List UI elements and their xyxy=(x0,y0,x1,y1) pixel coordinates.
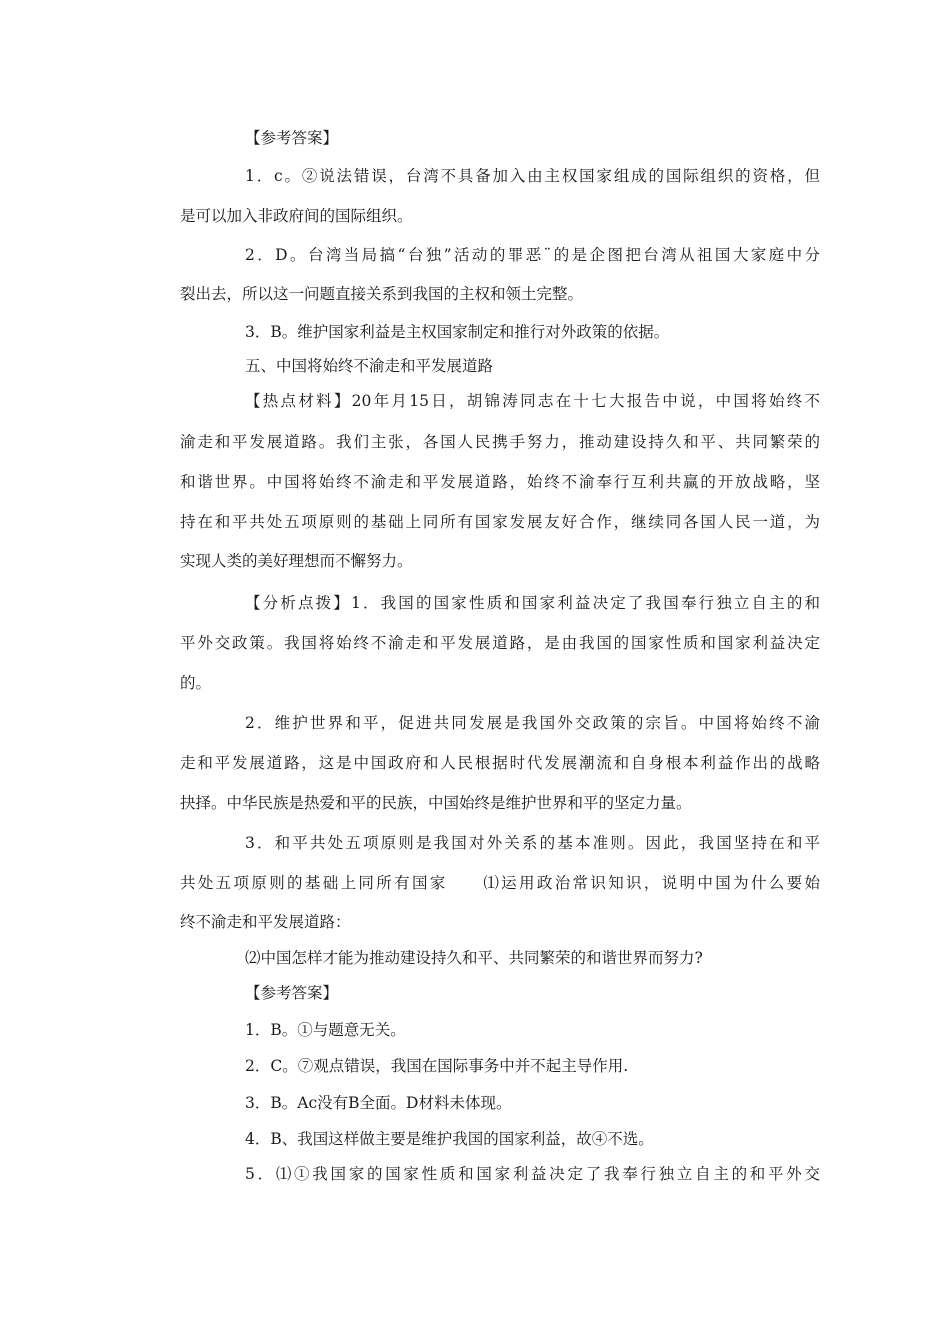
question-line: ⑵中国怎样才能为推动建设持久和平、共同繁荣的和谐世界而努力? xyxy=(245,949,703,967)
paragraph-line: 【分析点拨】1．我国的国家性质和国家利益决定了我国奉行独立自主的和 xyxy=(245,594,820,612)
paragraph-line: 是可以加入非政府间的国际组织。 xyxy=(180,207,413,225)
answer-heading-2: 【参考答案】 xyxy=(245,984,339,1002)
paragraph-line: 2．D。台湾当局搞“台独”活动的罪恶¨的是企图把台湾从祖国大家庭中分 xyxy=(245,246,820,264)
answer-line: 1．B。①与题意无关。 xyxy=(245,1021,406,1039)
paragraph-line: 3．B。维护国家利益是主权国家制定和推行对外政策的依据。 xyxy=(245,323,670,341)
paragraph-line: 共处五项原则的基础上同所有国家 ⑴运用政治常识知识，说明中国为什么要始 xyxy=(180,874,820,892)
paragraph-line: 裂出去，所以这一问题直接关系到我国的主权和领土完整。 xyxy=(180,285,584,303)
paragraph-line: 抉择。中华民族是热爱和平的民族，中国始终是维护世界和平的坚定力量。 xyxy=(180,794,692,812)
paragraph-line: 的。 xyxy=(180,674,212,692)
answer-line: 5．⑴①我国家的国家性质和国家利益决定了我奉行独立自主的和平外交 xyxy=(245,1165,820,1183)
paragraph-line: 2．维护世界和平，促进共同发展是我国外交政策的宗旨。中国将始终不渝 xyxy=(245,714,820,732)
answer-line: 3．B。Ac没有B全面。D材料未体现。 xyxy=(245,1094,512,1112)
paragraph-line: 实现人类的美好理想而不懈努力。 xyxy=(180,552,413,570)
paragraph-line: 和谐世界。中国将始终不渝走和平发展道路，始终不渝奉行互利共赢的开放战略，坚 xyxy=(180,473,820,491)
section-title: 五、中国将始终不渝走和平发展道路 xyxy=(245,357,494,375)
paragraph-line: 持在和平共处五项原则的基础上同所有国家发展友好合作，继续同各国人民一道，为 xyxy=(180,513,820,531)
paragraph-line: 渝走和平发展道路。我们主张，各国人民携手努力，推动建设持久和平、共同繁荣的 xyxy=(180,433,820,451)
answer-heading-1: 【参考答案】 xyxy=(245,129,339,147)
paragraph-line: 终不渝走和平发展道路： xyxy=(180,913,351,931)
paragraph-line: 平外交政策。我国将始终不渝走和平发展道路，是由我国的国家性质和国家利益决定 xyxy=(180,634,820,652)
paragraph-line: 1．c。②说法错误，台湾不具备加入由主权国家组成的国际组织的资格，但 xyxy=(245,167,820,185)
paragraph-line: 3．和平共处五项原则是我国对外关系的基本准则。因此，我国坚持在和平 xyxy=(245,834,820,852)
paragraph-line: 走和平发展道路，这是中国政府和人民根据时代发展潮流和自身根本利益作出的战略 xyxy=(180,754,820,772)
answer-line: 4．B、我国这样做主要是维护我国的国家利益，故④不选。 xyxy=(245,1130,654,1148)
answer-line: 2．C。⑦观点错误，我国在国际事务中并不起主导作用. xyxy=(245,1057,629,1075)
paragraph-line: 【热点材料】20年月15日，胡锦涛同志在十七大报告中说，中国将始终不 xyxy=(245,392,820,410)
